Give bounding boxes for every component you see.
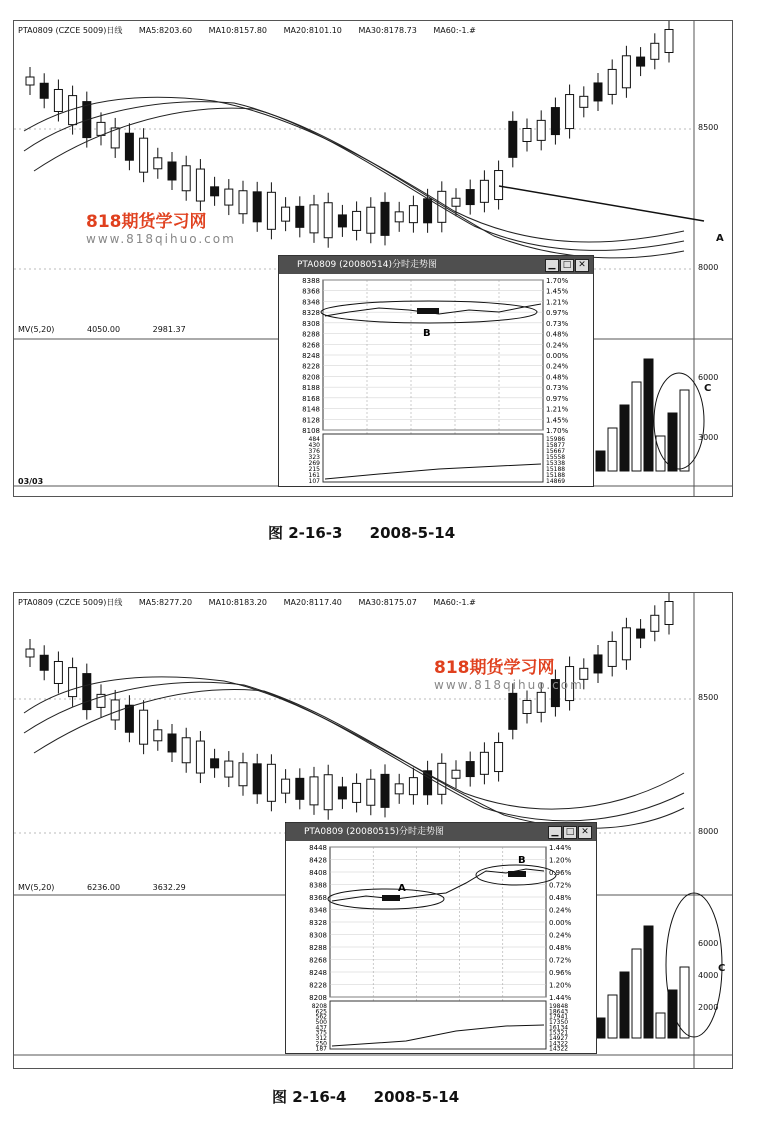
open-interest-tick-label: 15338 bbox=[546, 460, 566, 467]
price-tick-label: 8208 bbox=[302, 373, 320, 382]
caption-date: 2008-5-14 bbox=[373, 1088, 460, 1106]
point-label-c: C bbox=[704, 383, 712, 394]
symbol-label: PTA0809 (CZCE 5009)日线 bbox=[18, 598, 123, 607]
maximize-icon[interactable]: □ bbox=[563, 826, 577, 839]
figure-caption-2 bbox=[272, 1086, 481, 1107]
mv-value-1: 6236.00 bbox=[86, 883, 121, 892]
price-tick-label: 8248 bbox=[309, 969, 327, 977]
open-interest-tick-label: 15321 bbox=[549, 1029, 569, 1037]
percent-tick-label: 1.45% bbox=[546, 416, 569, 425]
ma5-label: MA5:8203.60 bbox=[138, 26, 193, 35]
open-interest-tick-label: 14927 bbox=[549, 1035, 569, 1042]
mv-label: MV(5,20) bbox=[18, 325, 55, 334]
volume-tick-label: 484 bbox=[308, 436, 320, 443]
point-label-c: C bbox=[718, 963, 726, 974]
open-interest-tick-label: 15558 bbox=[546, 454, 566, 461]
mv-label: MV(5,20) bbox=[18, 883, 55, 892]
price-tick-label: 8268 bbox=[309, 956, 327, 965]
window-title: PTA0809 (20080515)分时走势图 bbox=[304, 827, 444, 837]
window-titlebar[interactable] bbox=[286, 823, 596, 841]
volume-tick-label: 500 bbox=[315, 1019, 327, 1026]
axis-label: 8500 bbox=[698, 693, 719, 702]
ma60-label: MA60:-1.# bbox=[433, 26, 476, 35]
open-interest-tick-label: 19848 bbox=[549, 1003, 569, 1010]
volume-tick-label: 187 bbox=[315, 1045, 327, 1053]
volume-tick-label: 437 bbox=[315, 1024, 327, 1032]
symbol-label: PTA0809 (CZCE 5009)日线 bbox=[18, 26, 123, 35]
close-icon[interactable]: ✕ bbox=[575, 259, 589, 272]
price-tick-label: 8388 bbox=[309, 881, 327, 890]
price-tick-label: 8248 bbox=[302, 352, 320, 360]
percent-tick-label: 1.21% bbox=[546, 298, 569, 307]
percent-tick-label: 0.73% bbox=[546, 384, 569, 393]
price-tick-label: 8328 bbox=[309, 919, 327, 927]
watermark-title: 818期货学习网 bbox=[86, 212, 207, 232]
price-tick-label: 8168 bbox=[302, 394, 320, 403]
percent-tick-label: 0.72% bbox=[549, 956, 572, 965]
price-tick-label: 8148 bbox=[302, 405, 320, 414]
percent-tick-label: 1.20% bbox=[549, 856, 572, 865]
volume-tick-label: 107 bbox=[308, 478, 320, 485]
minimize-icon[interactable]: ▁ bbox=[548, 826, 562, 839]
price-tick-label: 8108 bbox=[302, 427, 320, 435]
mv-value-1: 4050.00 bbox=[86, 325, 121, 334]
percent-tick-label: 0.48% bbox=[546, 373, 569, 382]
volume-tick-label: 161 bbox=[308, 472, 320, 479]
volume-tick-label: 215 bbox=[308, 466, 320, 473]
percent-tick-label: 0.48% bbox=[546, 330, 569, 339]
intraday-plot bbox=[286, 841, 596, 1053]
open-interest-tick-label: 15667 bbox=[546, 448, 566, 455]
axis-label: 6000 bbox=[698, 939, 719, 948]
percent-tick-label: 1.44% bbox=[549, 994, 572, 1002]
volume-tick-label: 562 bbox=[315, 1013, 327, 1021]
mv-value-2: 2981.37 bbox=[152, 325, 186, 334]
price-tick-label: 8208 bbox=[309, 994, 327, 1002]
price-tick-label: 8288 bbox=[309, 944, 327, 952]
point-label-a: A bbox=[398, 883, 406, 894]
volume-tick-label: 8208 bbox=[311, 1003, 327, 1010]
percent-tick-label: 0.24% bbox=[549, 931, 572, 940]
price-tick-label: 8188 bbox=[302, 384, 320, 393]
axis-label: 4000 bbox=[698, 971, 719, 980]
percent-tick-label: 0.00% bbox=[546, 352, 569, 360]
window-titlebar[interactable] bbox=[279, 256, 593, 274]
open-interest-tick-label: 16134 bbox=[549, 1024, 569, 1032]
watermark-url: www.818qihuo.com bbox=[86, 232, 236, 246]
window-title: PTA0809 (20080514)分时走势图 bbox=[297, 260, 437, 270]
axis-label: 6000 bbox=[698, 373, 719, 382]
axis-label: 8000 bbox=[698, 827, 719, 836]
price-tick-label: 8368 bbox=[309, 894, 327, 902]
ma30-label: MA30:8178.73 bbox=[358, 26, 417, 35]
close-icon[interactable]: ✕ bbox=[578, 826, 592, 839]
price-tick-label: 8348 bbox=[309, 906, 327, 915]
price-tick-label: 8328 bbox=[302, 309, 320, 318]
percent-tick-label: 0.96% bbox=[549, 869, 572, 877]
percent-tick-label: 1.21% bbox=[546, 405, 569, 414]
intraday-window-1[interactable] bbox=[278, 255, 594, 487]
ma10-label: MA10:8157.80 bbox=[208, 26, 268, 35]
intraday-plot bbox=[279, 274, 593, 486]
point-label-b: B bbox=[518, 855, 526, 866]
ma30-label: MA30:8175.07 bbox=[358, 598, 417, 607]
open-interest-tick-label: 14322 bbox=[549, 1040, 569, 1048]
percent-tick-label: 0.00% bbox=[549, 919, 572, 927]
percent-tick-label: 1.70% bbox=[546, 277, 569, 285]
percent-tick-label: 0.48% bbox=[549, 944, 572, 952]
volume-tick-label: 625 bbox=[315, 1008, 327, 1016]
volume-tick-label: 430 bbox=[308, 442, 320, 449]
open-interest-tick-label: 15986 bbox=[546, 436, 566, 443]
point-label-b: B bbox=[423, 328, 431, 339]
axis-label: 8000 bbox=[698, 263, 719, 272]
percent-tick-label: 0.72% bbox=[549, 881, 572, 890]
volume-tick-label: 323 bbox=[308, 454, 320, 461]
open-interest-tick-label: 15188 bbox=[546, 466, 566, 473]
caption-date: 2008-5-14 bbox=[369, 524, 456, 542]
price-tick-label: 8448 bbox=[309, 844, 327, 852]
percent-tick-label: 0.24% bbox=[546, 341, 569, 350]
axis-label: 3000 bbox=[698, 433, 719, 442]
ma20-label: MA20:8117.40 bbox=[283, 598, 342, 607]
axis-label: 2000 bbox=[698, 1003, 719, 1012]
price-tick-label: 8128 bbox=[302, 416, 320, 425]
maximize-icon[interactable]: □ bbox=[560, 259, 574, 272]
percent-tick-label: 1.44% bbox=[549, 844, 572, 852]
date-label: 03/03 bbox=[18, 477, 44, 486]
intraday-window-2[interactable] bbox=[285, 822, 597, 1054]
price-tick-label: 8268 bbox=[302, 341, 320, 350]
price-tick-label: 8228 bbox=[302, 362, 320, 371]
caption-figure-number: 图 2-16-3 bbox=[268, 524, 343, 542]
percent-tick-label: 0.73% bbox=[546, 319, 569, 328]
percent-tick-label: 1.20% bbox=[549, 981, 572, 990]
percent-tick-label: 0.96% bbox=[549, 969, 572, 977]
price-tick-label: 8308 bbox=[302, 319, 320, 328]
percent-tick-label: 0.97% bbox=[546, 394, 569, 403]
mv-value-2: 3632.29 bbox=[152, 883, 186, 892]
point-label-a: A bbox=[716, 233, 724, 244]
volume-tick-label: 312 bbox=[315, 1035, 327, 1042]
open-interest-tick-label: 14869 bbox=[546, 478, 566, 485]
price-tick-label: 8228 bbox=[309, 981, 327, 990]
ma20-label: MA20:8101.10 bbox=[283, 26, 342, 35]
open-interest-tick-label: 18643 bbox=[549, 1008, 569, 1016]
percent-tick-label: 0.24% bbox=[546, 362, 569, 371]
percent-tick-label: 0.48% bbox=[549, 894, 572, 902]
ma10-label: MA10:8183.20 bbox=[208, 598, 268, 607]
open-interest-tick-label: 17350 bbox=[549, 1019, 569, 1026]
price-tick-label: 8288 bbox=[302, 330, 320, 339]
open-interest-tick-label: 17941 bbox=[549, 1013, 569, 1021]
open-interest-tick-label: 14322 bbox=[549, 1045, 569, 1053]
volume-tick-label: 269 bbox=[308, 460, 320, 467]
price-tick-label: 8408 bbox=[309, 869, 327, 877]
figure-caption-1 bbox=[268, 522, 477, 543]
minimize-icon[interactable]: ▁ bbox=[545, 259, 559, 272]
watermark-title: 818期货学习网 bbox=[434, 658, 555, 678]
price-tick-label: 8388 bbox=[302, 277, 320, 285]
price-tick-label: 8308 bbox=[309, 931, 327, 940]
open-interest-tick-label: 15877 bbox=[546, 442, 566, 449]
volume-tick-label: 250 bbox=[315, 1040, 327, 1048]
price-tick-label: 8428 bbox=[309, 856, 327, 865]
volume-tick-label: 376 bbox=[308, 448, 320, 455]
watermark-url: www.818qihuo.com bbox=[434, 678, 584, 692]
volume-tick-label: 375 bbox=[315, 1029, 327, 1037]
open-interest-tick-label: 15188 bbox=[546, 472, 566, 479]
ma60-label: MA60:-1.# bbox=[433, 598, 476, 607]
price-tick-label: 8368 bbox=[302, 287, 320, 296]
percent-tick-label: 0.24% bbox=[549, 906, 572, 915]
percent-tick-label: 0.97% bbox=[546, 309, 569, 318]
axis-label: 8500 bbox=[698, 123, 719, 132]
percent-tick-label: 1.45% bbox=[546, 287, 569, 296]
percent-tick-label: 1.70% bbox=[546, 427, 569, 435]
price-tick-label: 8348 bbox=[302, 298, 320, 307]
caption-figure-number: 图 2-16-4 bbox=[272, 1088, 347, 1106]
ma5-label: MA5:8277.20 bbox=[138, 598, 193, 607]
